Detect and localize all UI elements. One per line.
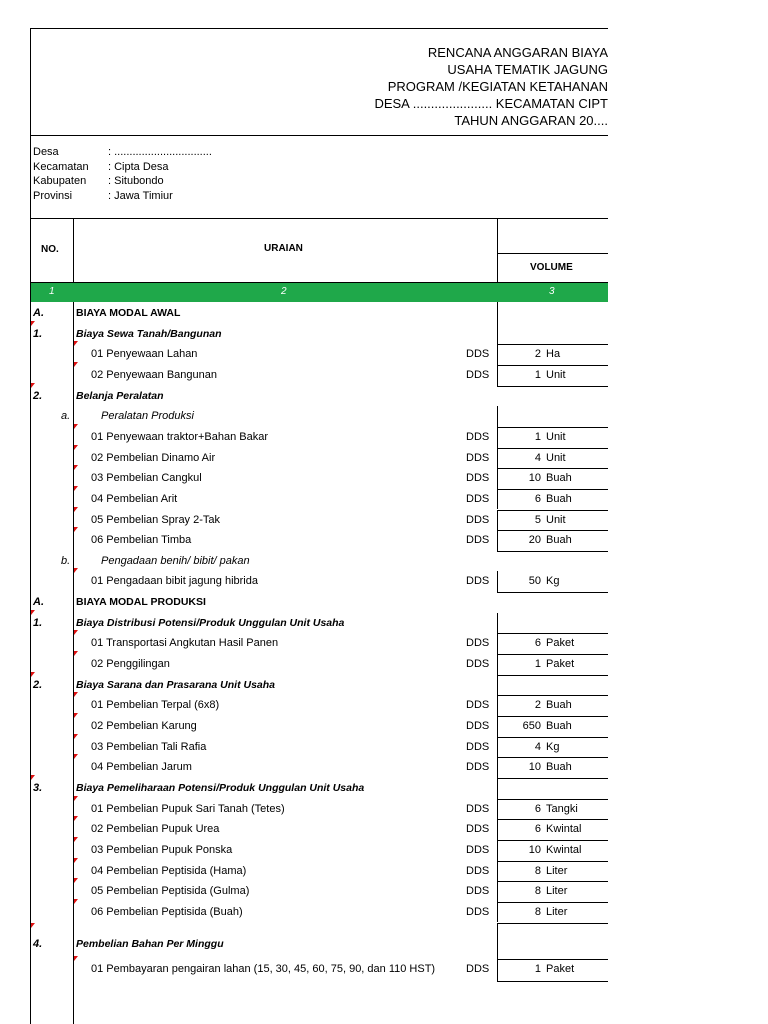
volume-cell-border xyxy=(497,571,498,592)
volume-cell-border xyxy=(497,819,498,840)
item-description: 04 Pembelian Peptisida (Hama) xyxy=(91,864,247,877)
title-line-2: USAHA TEMATIK JAGUNG xyxy=(447,62,608,77)
column-number-2: 2 xyxy=(281,286,287,297)
table-row xyxy=(31,902,608,923)
comment-marker xyxy=(74,486,78,491)
info-row-desa xyxy=(33,145,212,160)
volume-unit: Kg xyxy=(546,575,560,588)
table-row xyxy=(31,613,608,634)
volume-quantity: 1 xyxy=(534,368,541,381)
item-description: 01 Pembelian Pupuk Sari Tanah (Tetes) xyxy=(91,802,285,815)
info-row-kabupaten xyxy=(33,174,212,189)
funding-source: DDS xyxy=(466,575,490,588)
volume-cell-border xyxy=(497,675,498,696)
row-number: 4. xyxy=(33,937,43,950)
comment-marker xyxy=(74,630,78,635)
info-value: : Cipta Desa xyxy=(108,160,169,173)
funding-source: DDS xyxy=(466,740,490,753)
title-line-4: DESA ...................... KECAMATAN CIPT xyxy=(374,96,608,111)
comment-marker xyxy=(74,341,78,346)
table-row xyxy=(31,386,608,407)
volume-unit: Paket xyxy=(546,658,575,671)
comment-marker xyxy=(74,507,78,512)
volume-quantity: 1 xyxy=(534,658,541,671)
volume-unit: Kg xyxy=(546,740,560,753)
table-row xyxy=(31,778,608,799)
comment-marker xyxy=(74,837,78,842)
volume-cell-border xyxy=(497,981,608,982)
table-row xyxy=(31,675,608,696)
table-row xyxy=(31,406,608,427)
comment-marker xyxy=(74,527,78,532)
comment-marker xyxy=(74,858,78,863)
volume-quantity: 2 xyxy=(534,699,541,712)
comment-marker xyxy=(74,692,78,697)
info-row-kecamatan xyxy=(33,160,212,175)
volume-cell-border xyxy=(497,695,498,716)
item-description: 01 Penyewaan traktor+Bahan Bakar xyxy=(91,430,269,443)
header-uraian: URAIAN xyxy=(264,243,303,254)
volume-cell-border xyxy=(497,902,498,923)
info-row-provinsi xyxy=(33,189,212,204)
funding-source: DDS xyxy=(466,368,490,381)
title-line-3: PROGRAM /KEGIATAN KETAHANAN xyxy=(387,79,608,94)
document-title-block xyxy=(374,44,608,129)
item-description: 01 Penyewaan Lahan xyxy=(91,348,198,361)
funding-source: DDS xyxy=(466,802,490,815)
volume-quantity: 6 xyxy=(534,802,541,815)
funding-source: DDS xyxy=(466,843,490,856)
item-description: 06 Pembelian Timba xyxy=(91,534,192,547)
volume-cell-border xyxy=(497,406,498,427)
header-volume: VOLUME xyxy=(530,262,573,273)
table-row xyxy=(31,819,608,840)
volume-cell-border xyxy=(497,613,498,634)
group-title: Belanja Peralatan xyxy=(76,389,164,402)
volume-quantity: 1 xyxy=(534,430,541,443)
volume-quantity: 4 xyxy=(534,740,541,753)
volume-cell-border xyxy=(497,468,498,489)
comment-marker xyxy=(31,383,35,388)
funding-source: DDS xyxy=(466,962,490,975)
table-row xyxy=(31,959,608,981)
table-row xyxy=(31,489,608,510)
volume-unit: Ha xyxy=(546,348,561,361)
table-row xyxy=(31,530,608,551)
funding-source: DDS xyxy=(466,492,490,505)
volume-unit: Unit xyxy=(546,430,566,443)
volume-cell-border xyxy=(497,959,498,981)
volume-quantity: 10 xyxy=(528,472,541,485)
funding-source: DDS xyxy=(466,885,490,898)
comment-marker xyxy=(74,754,78,759)
section-title: BIAYA MODAL AWAL xyxy=(76,307,181,319)
info-label: Provinsi xyxy=(33,189,73,202)
funding-source: DDS xyxy=(466,658,490,671)
funding-source: DDS xyxy=(466,430,490,443)
volume-cell-border xyxy=(497,510,498,531)
comment-marker xyxy=(74,651,78,656)
volume-cell-border xyxy=(497,799,498,820)
comment-marker xyxy=(31,610,35,615)
info-value: : Jawa Timiur xyxy=(108,189,173,202)
volume-quantity: 5 xyxy=(534,513,541,526)
comment-marker xyxy=(74,568,78,573)
info-label: Kabupaten xyxy=(33,175,87,187)
volume-cell-border xyxy=(497,448,498,469)
info-value: : ................................ xyxy=(108,146,212,158)
volume-unit: Liter xyxy=(546,864,568,877)
location-info xyxy=(33,145,212,203)
funding-source: DDS xyxy=(466,761,490,774)
table-row xyxy=(31,654,608,675)
funding-source: DDS xyxy=(466,905,490,918)
table-row xyxy=(31,510,608,531)
item-description: 02 Pembelian Karung xyxy=(91,720,197,732)
volume-cell-border xyxy=(497,840,498,861)
info-label: Desa xyxy=(33,146,59,158)
column-number-1: 1 xyxy=(49,286,55,297)
volume-cell-border xyxy=(497,489,498,510)
table-row xyxy=(31,448,608,469)
volume-quantity: 2 xyxy=(534,348,541,361)
volume-quantity: 6 xyxy=(534,823,541,836)
item-description: 04 Pembelian Jarum xyxy=(91,761,192,774)
volume-unit: Paket xyxy=(546,962,575,975)
section-title: BIAYA MODAL PRODUKSI xyxy=(76,596,206,609)
volume-cell-border xyxy=(497,737,498,758)
volume-unit: Tangki xyxy=(546,802,578,815)
funding-source: DDS xyxy=(466,472,490,485)
row-letter: b. xyxy=(61,554,71,567)
volume-cell-border xyxy=(497,881,498,902)
funding-source: DDS xyxy=(466,699,490,712)
item-description: 01 Pengadaan bibit jagung hibrida xyxy=(91,575,258,588)
funding-source: DDS xyxy=(466,534,490,547)
volume-unit: Unit xyxy=(546,368,566,381)
comment-marker xyxy=(74,878,78,883)
volume-quantity: 10 xyxy=(528,761,541,774)
volume-cell-border xyxy=(497,778,498,799)
row-number: 2. xyxy=(33,389,43,402)
comment-marker xyxy=(74,362,78,367)
volume-cell-border xyxy=(497,303,498,324)
comment-marker xyxy=(31,775,35,780)
volume-quantity: 8 xyxy=(534,885,541,898)
funding-source: DDS xyxy=(466,451,490,464)
volume-unit: Buah xyxy=(546,492,572,505)
volume-quantity: 20 xyxy=(528,534,541,547)
table-row xyxy=(31,303,608,324)
item-description: 01 Transportasi Angkutan Hasil Panen xyxy=(91,637,279,650)
table-row xyxy=(31,324,608,345)
comment-marker xyxy=(74,424,78,429)
comment-marker xyxy=(74,445,78,450)
volume-quantity: 50 xyxy=(528,575,541,588)
volume-quantity: 1 xyxy=(534,962,541,975)
volume-cell-border xyxy=(497,923,498,959)
volume-unit: Buah xyxy=(546,472,572,485)
volume-unit: Buah xyxy=(546,720,572,732)
volume-cell-border xyxy=(497,427,498,448)
volume-unit: Buah xyxy=(546,699,572,712)
comment-marker xyxy=(74,796,78,801)
table-row xyxy=(31,881,608,902)
row-number: A. xyxy=(33,307,44,319)
item-description: 01 Pembayaran pengairan lahan (15, 30, 45, 60, 75, 90, dan 110 HST) xyxy=(91,962,436,975)
header-no: NO. xyxy=(41,244,59,255)
table-row xyxy=(31,737,608,758)
table-top-border xyxy=(30,218,608,219)
comment-marker xyxy=(74,956,78,961)
row-number: A. xyxy=(33,596,44,609)
group-title: Biaya Sarana dan Prasarana Unit Usaha xyxy=(76,678,276,691)
row-number: 1. xyxy=(33,327,43,340)
volume-quantity: 6 xyxy=(534,492,541,505)
volume-cell-border xyxy=(497,716,498,737)
volume-quantity: 8 xyxy=(534,864,541,877)
table-row xyxy=(31,468,608,489)
table-row xyxy=(31,344,608,365)
funding-source: DDS xyxy=(466,513,490,526)
volume-quantity: 650 xyxy=(522,720,541,732)
table-row xyxy=(31,716,608,737)
comment-marker xyxy=(74,899,78,904)
volume-cell-border xyxy=(497,757,498,778)
subgroup-title: Peralatan Produksi xyxy=(101,410,194,423)
item-description: 05 Pembelian Peptisida (Gulma) xyxy=(91,885,250,898)
item-description: 02 Pembelian Dinamo Air xyxy=(91,451,216,464)
table-row xyxy=(31,757,608,778)
item-description: 03 Pembelian Tali Rafia xyxy=(91,740,207,753)
table-row xyxy=(31,551,608,572)
info-value: : Situbondo xyxy=(108,175,164,187)
item-description: 03 Pembelian Cangkul xyxy=(91,472,202,485)
comment-marker xyxy=(31,923,35,928)
volume-unit: Buah xyxy=(546,534,572,547)
volume-cell-border xyxy=(497,861,498,882)
item-description: 06 Pembelian Peptisida (Buah) xyxy=(91,905,243,918)
group-title: Biaya Sewa Tanah/Bangunan xyxy=(76,327,222,340)
volume-unit: Unit xyxy=(546,513,566,526)
item-description: 04 Pembelian Arit xyxy=(91,492,178,505)
item-description: 03 Pembelian Pupuk Ponska xyxy=(91,843,233,856)
comment-marker xyxy=(74,816,78,821)
volume-unit: Paket xyxy=(546,637,575,650)
comment-marker xyxy=(74,713,78,718)
table-row xyxy=(31,633,608,654)
volume-cell-border xyxy=(497,344,498,365)
table-row xyxy=(31,571,608,592)
comment-marker xyxy=(31,672,35,677)
table-row xyxy=(31,861,608,882)
item-description: 01 Pembelian Terpal (6x8) xyxy=(91,699,220,712)
comment-marker xyxy=(74,465,78,470)
volume-cell-border xyxy=(497,633,498,654)
column-number-bar xyxy=(31,283,608,302)
comment-marker xyxy=(31,321,35,326)
volume-unit: Kwintal xyxy=(546,823,582,836)
subgroup-title: Pengadaan benih/ bibit/ pakan xyxy=(101,554,250,567)
funding-source: DDS xyxy=(466,720,490,732)
volume-unit: Buah xyxy=(546,761,572,774)
volume-quantity: 10 xyxy=(528,843,541,856)
item-description: 02 Penyewaan Bangunan xyxy=(91,368,217,381)
row-number: 2. xyxy=(33,678,43,691)
item-description: 02 Penggilingan xyxy=(91,658,170,671)
volume-quantity: 4 xyxy=(534,451,541,464)
funding-source: DDS xyxy=(466,864,490,877)
comment-marker xyxy=(74,734,78,739)
title-line-5: TAHUN ANGGARAN 20.... xyxy=(454,113,608,128)
group-title: Biaya Distribusi Potensi/Produk Unggulan Unit Usaha xyxy=(76,616,345,629)
item-description: 05 Pembelian Spray 2-Tak xyxy=(91,513,221,526)
table-row xyxy=(31,427,608,448)
table-row xyxy=(31,365,608,386)
table-row xyxy=(31,799,608,820)
volume-quantity: 8 xyxy=(534,905,541,918)
table-row xyxy=(31,695,608,716)
group-title: Biaya Pemeliharaan Potensi/Produk Unggulan Unit Usaha xyxy=(76,781,365,794)
table-row xyxy=(31,592,608,613)
volume-cell-border xyxy=(497,654,498,675)
volume-unit: Kwintal xyxy=(546,843,582,856)
volume-cell-border xyxy=(497,530,498,551)
volume-unit: Liter xyxy=(546,905,568,918)
volume-unit: Liter xyxy=(546,885,568,898)
title-line-1: RENCANA ANGGARAN BIAYA xyxy=(427,45,608,60)
item-description: 02 Pembelian Pupuk Urea xyxy=(91,823,220,836)
row-number: 3. xyxy=(33,781,43,794)
table-row xyxy=(31,840,608,861)
group-title: Pembelian Bahan Per Minggu xyxy=(76,937,224,950)
info-label: Kecamatan xyxy=(33,160,89,173)
row-letter: a. xyxy=(61,410,71,423)
funding-source: DDS xyxy=(466,637,490,650)
volume-subheader-border xyxy=(497,253,608,254)
funding-source: DDS xyxy=(466,823,490,836)
volume-cell-border xyxy=(497,365,498,386)
row-number: 1. xyxy=(33,616,43,629)
volume-cell-border xyxy=(497,324,498,345)
volume-quantity: 6 xyxy=(534,637,541,650)
column-number-3: 3 xyxy=(549,286,555,297)
table-row xyxy=(31,923,608,959)
funding-source: DDS xyxy=(466,348,490,361)
volume-unit: Unit xyxy=(546,451,566,464)
divider xyxy=(30,135,608,136)
